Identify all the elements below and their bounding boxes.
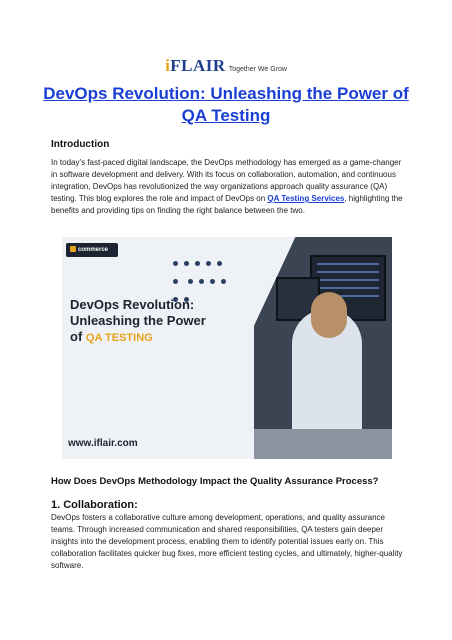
intro-heading: Introduction bbox=[51, 139, 110, 150]
banner-headline: DevOps Revolution: Unleashing the Power of QA TESTING bbox=[70, 297, 206, 344]
hero-banner-image bbox=[62, 237, 392, 459]
cart-icon bbox=[70, 246, 76, 252]
logo-tagline: Together We Grow bbox=[228, 66, 287, 73]
page-title[interactable]: DevOps Revolution: Unleashing the Power of QA Testing bbox=[43, 84, 409, 125]
collaboration-paragraph: DevOps fosters a collaborative culture among development, operations, and quality assurance teams. Through increased communication and shared responsibilities, QA testers gain deeper insights into the development process, enabling them to identify potential issues early on. This collaboration facilitates quicker bug fixes, more efficient testing cycles, and ultimately, higher-quality software. bbox=[51, 513, 403, 570]
banner-url: www.iflair.com bbox=[68, 438, 138, 449]
desk-graphic bbox=[254, 429, 392, 459]
qa-testing-services-link[interactable]: QA Testing Services bbox=[267, 194, 345, 203]
intro-text-end: , highlighting the benefits and providing tips on finding the right balance between the two. bbox=[51, 194, 403, 215]
collaboration-heading: 1. Collaboration: bbox=[51, 499, 138, 511]
section-heading: How Does DevOps Methodology Impact the Quality Assurance Process? bbox=[51, 476, 379, 487]
intro-paragraph bbox=[51, 157, 409, 217]
logo-wordmark: iFLAIR bbox=[165, 56, 226, 75]
company-logo bbox=[0, 56, 452, 76]
tester-photo bbox=[254, 237, 392, 459]
commerce-badge: commerce bbox=[66, 243, 118, 257]
person-hair-graphic bbox=[311, 292, 347, 338]
intro-text-start: In today’s fast-paced digital landscape, the DevOps methodology has emerged as a game-changer in software development and delivery. With its focus on collaboration, automation, and continuous integration, DevOps has revolutionized the way organizations approach quality assurance (QA) testing. This blog explores the role and impact of DevOps on bbox=[51, 158, 402, 203]
